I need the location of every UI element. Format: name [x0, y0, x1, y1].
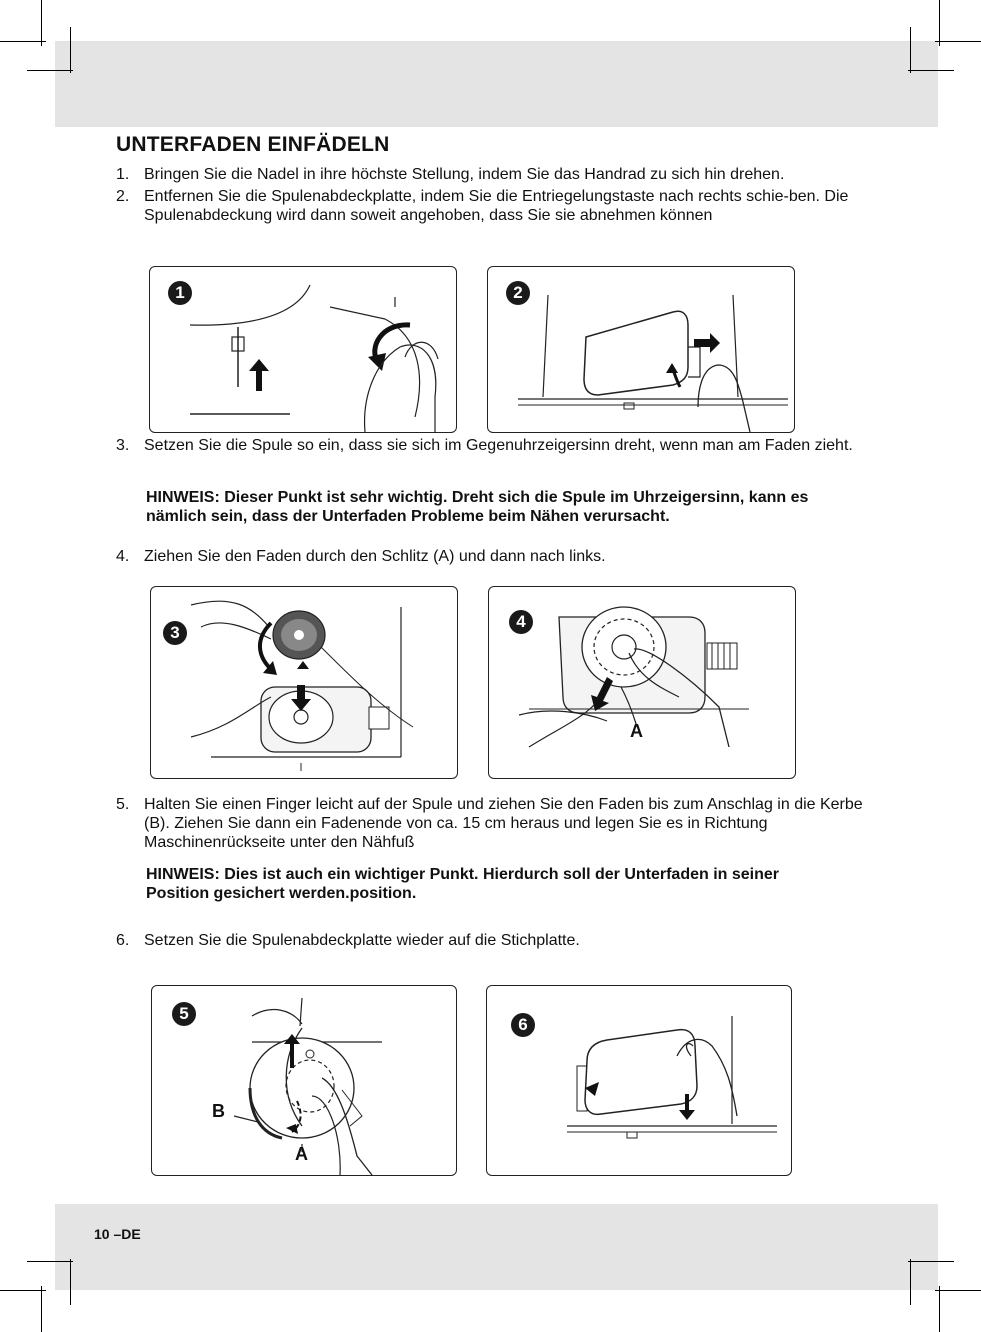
step-badge: 1: [168, 281, 192, 305]
figure-4-panel: [488, 586, 796, 779]
step-text: Setzen Sie die Spulenabdeckplatte wieder auf die Stichplatte.: [144, 932, 580, 949]
figure-label-a: A: [295, 1144, 308, 1164]
step-text: Halten Sie einen Finger leicht auf der Spule und ziehen Sie den Faden bis zum Anschlag in die Kerbe (B). Ziehen Sie dann ein Fadenende von ca. 15 cm heraus und legen Sie es in Richtung Maschinenrückseite unter den Nähfuß: [144, 796, 863, 851]
figure-3-illustration: [151, 587, 457, 778]
step-number: 5.: [116, 796, 130, 813]
step-text: Setzen Sie die Spule so ein, dass sie sich im Gegenuhrzeigersinn dreht, wenn man am Faden zieht.: [144, 437, 853, 454]
footer-band: [55, 1204, 938, 1290]
step-text: Entfernen Sie die Spulenabdeckplatte, indem Sie die Entriegelungstaste nach rechts schie-ben. Die Spulenabdeckung wird dann soweit angehoben, dass Sie sie abnehmen können: [144, 188, 849, 224]
step-4: [116, 547, 876, 566]
header-band: [55, 41, 938, 127]
step-badge: 2: [506, 281, 530, 305]
step-text: Ziehen Sie den Faden durch den Schlitz (A) und dann nach links.: [144, 548, 606, 565]
step-number: 1.: [116, 166, 130, 183]
step-text: Bringen Sie die Nadel in ihre höchste Stellung, indem Sie das Handrad zu sich hin drehen.: [144, 166, 785, 183]
step-1: [116, 165, 876, 184]
figure-6-illustration: [487, 986, 791, 1175]
page-title: UNTERFADEN EINFÄDELN: [116, 133, 390, 156]
figure-label-b: B: [212, 1101, 225, 1121]
step-number: 3.: [116, 437, 130, 454]
step-5: [116, 795, 876, 852]
figure-6-panel: [486, 985, 792, 1176]
note-1: HINWEIS: Dieser Punkt ist sehr wichtig. Dreht sich die Spule im Uhrzeigersinn, kann es nämlich sein, dass der Unterfaden Probleme beim Nähen verursacht.: [146, 489, 809, 525]
step-number: 4.: [116, 548, 130, 565]
figure-3-panel: [150, 586, 458, 779]
figure-2-illustration: [488, 267, 794, 432]
step-badge: 5: [172, 1002, 196, 1026]
step-2: [116, 187, 876, 225]
step-badge: 6: [511, 1013, 535, 1037]
figure-1-illustration: [150, 267, 456, 432]
step-badge: 3: [163, 621, 187, 645]
step-badge: 4: [509, 610, 533, 634]
note-2: HINWEIS: Dies ist auch ein wichtiger Punkt. Hierdurch soll der Unterfaden in seiner Position gesichert werden.position.: [146, 866, 780, 902]
figure-1-panel: [149, 266, 457, 433]
step-6: [116, 931, 876, 950]
figure-4-illustration: [489, 587, 795, 778]
figure-5-panel: [151, 985, 457, 1176]
page-number: 10 –DE: [94, 1226, 141, 1242]
figure-2-panel: [487, 266, 795, 433]
step-number: 2.: [116, 188, 130, 205]
step-3: [116, 436, 876, 474]
step-number: 6.: [116, 932, 130, 949]
figure-label-a: A: [630, 721, 643, 741]
